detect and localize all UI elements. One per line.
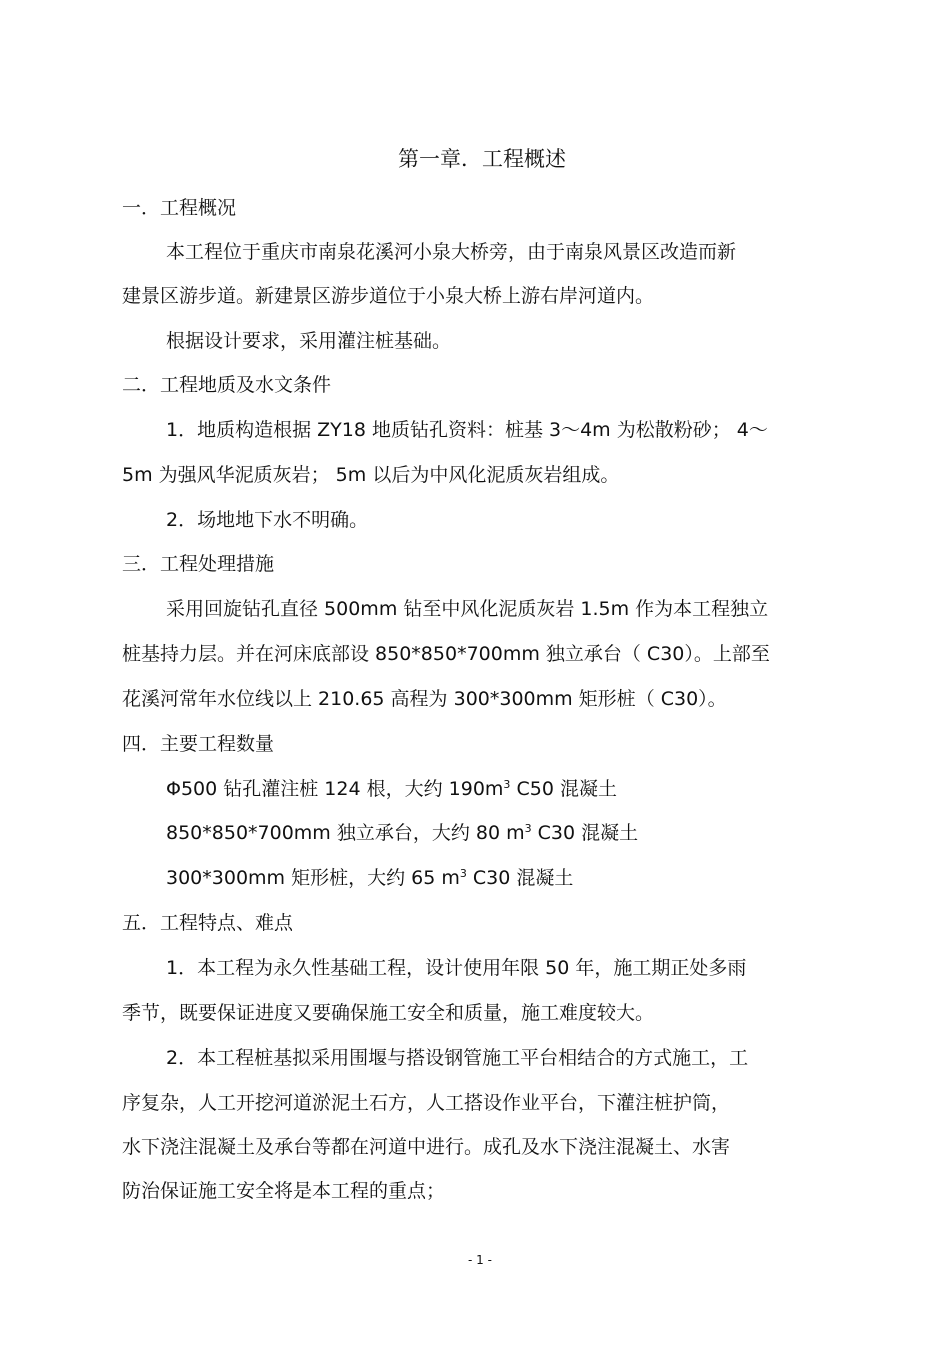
section-heading-4: 四．主要工程数量	[122, 733, 275, 755]
quantity-item-2-material: C30 混凝土	[531, 822, 639, 844]
s1-paragraph-1-line-2: 建景区游步道。新建景区游步道位于小泉大桥上游右岸河道内。	[122, 285, 655, 307]
section-heading-1: 一．工程概况	[122, 197, 237, 219]
s1-paragraph-1-line-1: 本工程位于重庆市南泉花溪河小泉大桥旁，由于南泉风景区改造而新	[166, 241, 737, 263]
s3-line-2: 桩基持力层。并在河床底部设 850*850*700mm 独立承台（ C30）。上部至	[122, 643, 770, 665]
s2-paragraph-2: 2．场地地下水不明确。	[166, 509, 369, 531]
s3-line-1: 采用回旋钻孔直径 500mm 钻至中风化泥质灰岩 1.5m 作为本工程独立	[166, 598, 769, 620]
quantity-item-1-material: C50 混凝土	[510, 778, 617, 800]
s1-paragraph-2: 根据设计要求，采用灌注桩基础。	[166, 330, 452, 352]
s5-paragraph-1-line-2: 季节，既要保证进度又要确保施工安全和质量，施工难度较大。	[122, 1002, 655, 1024]
page-number: - 1 -	[468, 1253, 492, 1267]
quantity-item-2-text: 850*850*700mm 独立承台，大约 80 m	[166, 822, 525, 844]
cubic-superscript: 3	[503, 778, 511, 791]
s5-paragraph-2-line-4: 防治保证施工安全将是本工程的重点；	[122, 1180, 446, 1202]
section-heading-2: 二．工程地质及水文条件	[122, 374, 332, 396]
cubic-superscript: 3	[524, 822, 532, 835]
s5-paragraph-2-line-2: 序复杂，人工开挖河道淤泥土石方，人工搭设作业平台，下灌注桩护筒，	[122, 1092, 731, 1114]
section-heading-3: 三．工程处理措施	[122, 553, 275, 575]
quantity-item-1-text: Φ500 钻孔灌注桩 124 根，大约 190m	[166, 778, 504, 800]
s5-paragraph-2-line-1: 2．本工程桩基拟采用围堰与搭设钢管施工平台相结合的方式施工，工	[166, 1047, 749, 1069]
quantity-item-3	[166, 865, 573, 891]
s2-paragraph-1-line-1: 1．地质构造根据 ZY18 地质钻孔资料：桩基 3～4m 为松散粉砂； 4～	[166, 419, 768, 441]
s2-paragraph-1-line-2: 5m 为强风华泥质灰岩； 5m 以后为中风化泥质灰岩组成。	[122, 464, 620, 486]
quantity-item-3-text: 300*300mm 矩形桩，大约 65 m	[166, 867, 460, 889]
chapter-title: 第一章．工程概述	[398, 147, 566, 171]
cubic-superscript: 3	[459, 867, 467, 880]
s5-paragraph-2-line-3: 水下浇注混凝土及承台等都在河道中进行。成孔及水下浇注混凝土、水害	[122, 1136, 731, 1158]
quantity-item-2	[166, 820, 638, 846]
quantity-item-1	[166, 776, 617, 802]
s5-paragraph-1-line-1: 1．本工程为永久性基础工程，设计使用年限 50 年，施工期正处多雨	[166, 957, 747, 979]
quantity-item-3-material: C30 混凝土	[466, 867, 574, 889]
s3-line-3: 花溪河常年水位线以上 210.65 高程为 300*300mm 矩形桩（ C30）。	[122, 688, 727, 710]
section-heading-5: 五．工程特点、难点	[122, 912, 294, 934]
